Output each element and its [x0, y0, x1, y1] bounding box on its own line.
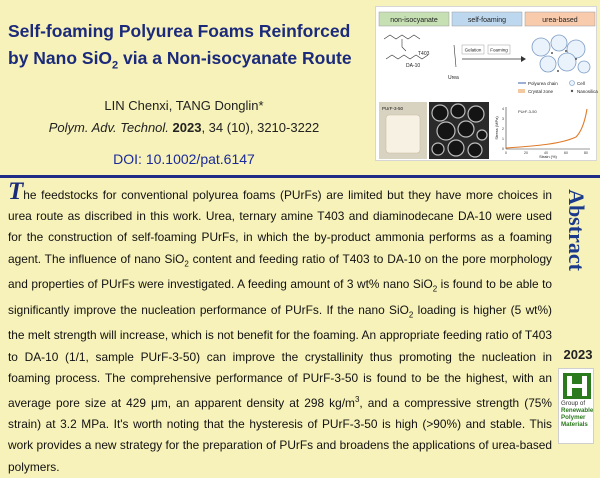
- plot-tag: PUrF-3-50: [518, 109, 537, 114]
- side-year: 2023: [563, 347, 593, 362]
- cell-structure: [532, 35, 590, 73]
- doi-link[interactable]: DOI: 10.1002/pat.6147: [113, 151, 255, 167]
- ytick-1: 1: [502, 137, 504, 141]
- label-urea-based: urea-based: [542, 17, 578, 24]
- ytick-3: 3: [502, 117, 504, 121]
- ytick-2: 2: [502, 127, 504, 131]
- figure-legend: [518, 81, 598, 95]
- xtick-80: 80: [584, 151, 588, 155]
- group-logo: [558, 368, 594, 444]
- sem-pores: [432, 104, 487, 157]
- paper-title: Self-foaming Polyurea Foams Reinforced by Nano SiO$_2$ via a Non-isocyanate Route: [8, 21, 352, 72]
- logo-icon: [560, 371, 594, 401]
- xtick-0: 0: [505, 151, 507, 155]
- legend-nanosilica: Nanosilica: [577, 89, 598, 94]
- plot-xlabel: Strain (%): [539, 154, 557, 159]
- xtick-40: 40: [544, 151, 548, 155]
- label-foaming: Foaming: [490, 47, 508, 53]
- legend-chain: Polyurea chain: [528, 81, 558, 86]
- logo-text: Group of Renewable Polymer Materials: [561, 400, 594, 428]
- abstract-body: The feedstocks for conventional polyurea foams (PUrFs) are limited but they have more choices in urea route as discribed in this work. Urea, ternary amine T403 and diaminodecane DA-10 were used for the construction of self-foaming PUrFs, in which the by-product ammonia performs as a foaming agent. The influence of nano SiO$_2$ content and feeding ratio of T403 to DA-10 on the pore morphology and properties of PUrFs were investigated. A feeding amount of 3 wt% nano SiO$_2$ is found to be able to significantly improve the nucleation performance of PUrFs. If the nano SiO$_2$ loading is higher (5 wt%) the melt strength will increase, which is not benefit for the foaming. An appropriate feeding ratio of T403 to DA-10 (1/1, sample PUrF-3-50) can improve the crystallinity thus promoting the nucleation in foaming process. The comprehensive performance of PUrF-3-50 is found to be the highest, with an average pore size at 429 μm, an apparent density at 298 $kg/m^3$, and a compressive strength (75% strain) at 3.2 MPa. It's worth noting that the hysteresis of PUrF-3-50 is high (>90%) and stable. This work provides a new strategy for the preparation of PUrFs and broadens the applications of urea-based polymers.: [8, 178, 552, 474]
- plot-ylabel: Stress (MPa): [494, 116, 499, 140]
- label-urea: Urea: [448, 75, 459, 81]
- label-da10: DA-10: [406, 63, 421, 69]
- xtick-20: 20: [524, 151, 528, 155]
- label-t403: T403: [418, 51, 430, 57]
- ytick-4: 4: [502, 107, 504, 111]
- xtick-60: 60: [564, 151, 568, 155]
- legend-cell: Cell: [577, 81, 585, 86]
- label-non-isocyanate: non-isocyanate: [390, 17, 438, 24]
- legend-crystal: Crystal zone: [528, 89, 554, 94]
- graphical-abstract-figure: [376, 7, 598, 162]
- journal-name: Polym. Adv. Technol.: [48, 120, 169, 135]
- authors: LIN Chenxi, TANG Donglin*: [104, 98, 264, 113]
- journal-citation: [0, 120, 368, 135]
- journal-volume-pages: , 34 (10), 3210-3222: [201, 120, 320, 135]
- foam-block: [386, 115, 420, 153]
- label-gelation: Gelation: [464, 47, 482, 53]
- abstract-dropcap: T: [8, 178, 24, 205]
- label-sample: PUrF-3-50: [382, 106, 404, 111]
- label-self-foaming: self-foaming: [467, 17, 507, 24]
- graphical-abstract: [375, 6, 597, 161]
- section-divider: [0, 175, 600, 178]
- abstract-heading: Abstract: [564, 188, 589, 271]
- ytick-0: 0: [502, 147, 504, 151]
- journal-year: 2023: [172, 120, 202, 135]
